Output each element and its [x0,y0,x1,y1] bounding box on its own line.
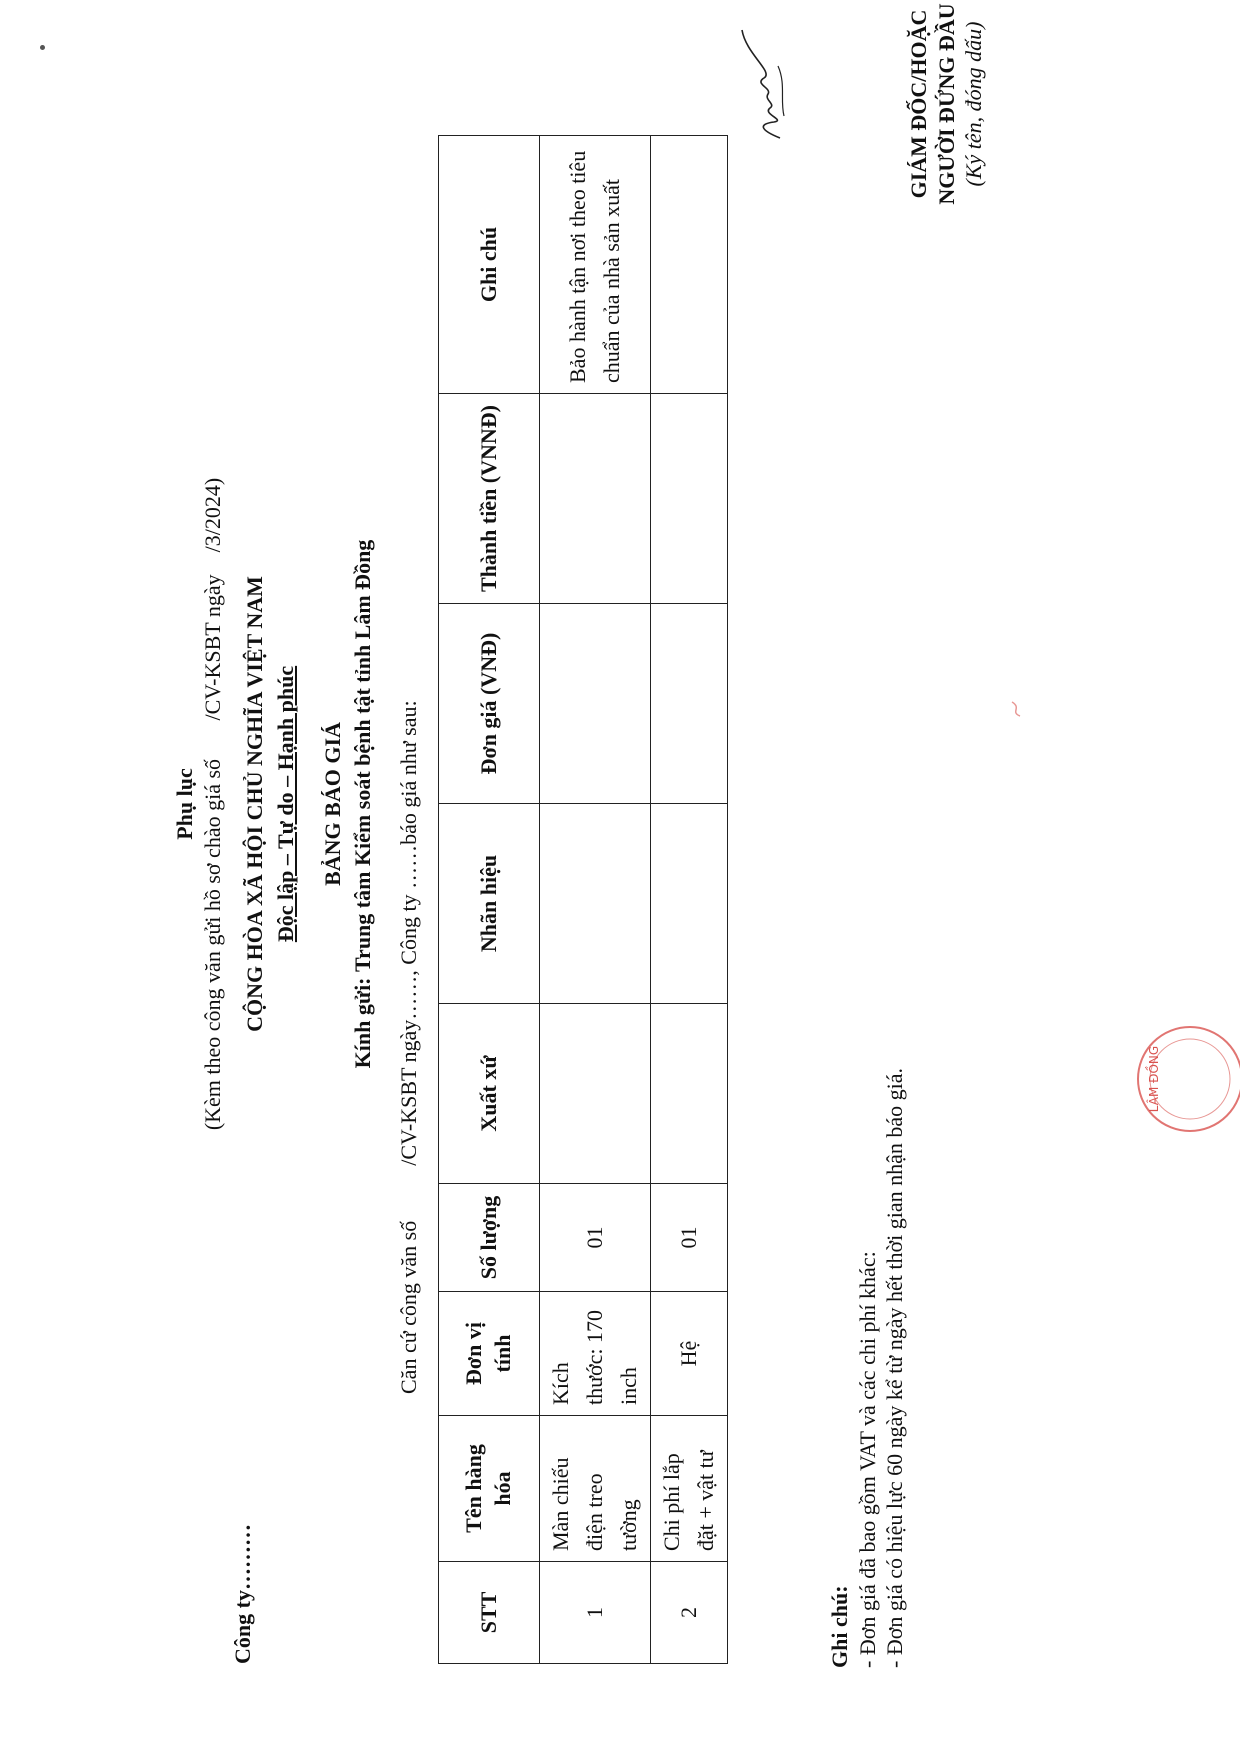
header-total: Thành tiền (VNNĐ) [439,394,540,604]
header-brand: Nhãn hiệu [439,804,540,1004]
cell-note [651,136,728,394]
cell-total [651,394,728,604]
cell-unit: Kích thước: 170 inch [540,1292,651,1416]
cell-stt: 1 [540,1562,651,1664]
notes-heading: Ghi chú: [827,1585,852,1668]
cell-item-name: Màn chiếu điện treo tường [540,1416,651,1562]
motto [273,154,299,1454]
header-unit-price: Đơn giá (VNĐ) [439,604,540,804]
cell-quantity: 01 [540,1184,651,1292]
appendix-title: Phụ lục [172,768,197,840]
signature-title-2: NGƯỜI ĐỨNG ĐẦU [933,3,959,205]
cell-origin [540,1004,651,1184]
cell-total [540,394,651,604]
red-stamp-icon [1130,1019,1240,1139]
cell-origin [651,1004,728,1184]
stamp-text: LÂM ĐỒNG [1147,1045,1161,1113]
company-name: Công ty……… [230,1524,255,1664]
header-origin: Xuất xứ [439,1004,540,1184]
recipient-line [350,154,376,1454]
header-unit: Đơn vị tính [439,1292,540,1416]
table-header-row [439,136,540,1664]
nation-title: CỘNG HÒA XÃ HỘI CHỦ NGHĨA VIỆT NAM [242,576,267,1032]
ink-mark-icon [1000,694,1030,724]
price-table [438,135,728,1664]
note-item: - Đơn giá đã bao gồm VAT và các chi phí khác: [854,1251,880,1668]
appendix-subtitle: (Kèm theo công văn gửi hồ sơ chào giá số /CV-KSBT ngày /3/2024) [200,477,225,1131]
header-note: Ghi chú [439,136,540,394]
header-item-name: Tên hàng hóa [439,1416,540,1562]
cell-brand [651,804,728,1004]
cell-item-name: Chi phí lắp đặt + vật tư [651,1416,728,1562]
header-stt: STT [439,1562,540,1664]
cell-stt: 2 [651,1562,728,1664]
speck [40,45,45,50]
motto-text: Độc lập – Tự do – Hạnh phúc [273,665,298,943]
cell-unit-price [540,604,651,804]
table-row [540,136,651,1664]
header-quantity: Số lượng [439,1184,540,1292]
cell-brand [540,804,651,1004]
recipient-value: Trung tâm Kiểm soát bệnh tật tỉnh Lâm Đồng [350,539,375,972]
table-row [651,136,728,1664]
cell-quantity: 01 [651,1184,728,1292]
handwritten-signature-icon [740,24,800,144]
cell-unit: Hệ [651,1292,728,1416]
notes-section [826,1068,909,1668]
quote-title: BẢNG BÁO GIÁ [320,722,345,886]
recipient-label: Kính gửi: [350,977,375,1069]
signature-title-1: GIÁM ĐỐC/HOẶC [906,9,931,199]
signature-instruction: (Ký tên, đóng dấu) [961,21,986,187]
cell-note: Bảo hành tận nơi theo tiêu chuẩn của nhà sản xuất [540,136,651,394]
cell-unit-price [651,604,728,804]
basis-line: Căn cứ công văn số /CV-KSBT ngày……, Công ty ……báo giá như sau: [396,700,421,1394]
signature-block [905,0,988,314]
note-item: - Đơn giá có hiệu lực 60 ngày kể từ ngày hết thời gian nhận báo giá. [882,1067,907,1668]
